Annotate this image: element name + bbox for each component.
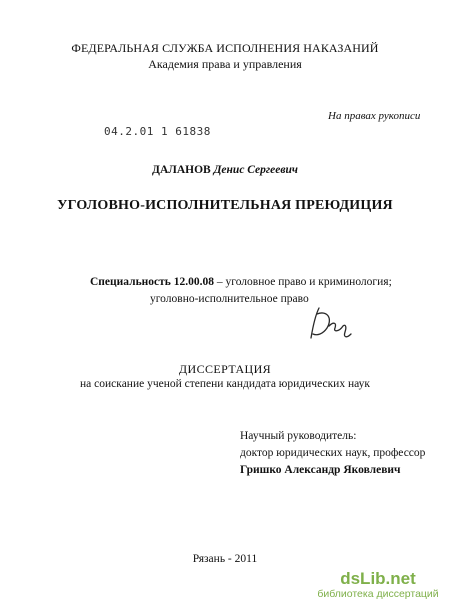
specialty-line-2: уголовно-исполнительное право	[150, 293, 309, 305]
dissertation-title: УГОЛОВНО-ИСПОЛНИТЕЛЬНАЯ ПРЕЮДИЦИЯ	[57, 198, 393, 213]
archive-stamp: 04.2.01 1 61838	[104, 125, 211, 138]
author-name: Денис Сергеевич	[213, 164, 298, 176]
supervisor-degree: доктор юридических наук, профессор	[240, 447, 426, 459]
academy-name: Академия права и управления	[148, 57, 302, 71]
author-line	[0, 164, 450, 176]
dslib-watermark	[312, 570, 444, 601]
specialty-label: Специальность 12.00.08	[90, 276, 215, 288]
place-year: Рязань - 2011	[192, 553, 258, 565]
supervisor-name: Гришко Александр Яковлевич	[240, 464, 401, 476]
degree-line: на соискание ученой степени кандидата юридических наук	[80, 378, 370, 390]
organization-name: ФЕДЕРАЛЬНАЯ СЛУЖБА ИСПОЛНЕНИЯ НАКАЗАНИЙ	[71, 41, 379, 55]
signature-icon	[303, 304, 353, 344]
watermark-site: dsLib.net	[340, 569, 416, 588]
watermark-caption: библиотека диссертаций	[317, 588, 439, 600]
author-surname: ДАЛАНОВ	[152, 164, 211, 176]
specialty-text: – уголовное право и криминология;	[214, 276, 392, 288]
manuscript-note: На правах рукописи	[328, 110, 421, 122]
supervisor-label: Научный руководитель:	[240, 430, 357, 442]
specialty-line	[90, 276, 392, 288]
dissertation-type: ДИССЕРТАЦИЯ	[178, 362, 272, 376]
